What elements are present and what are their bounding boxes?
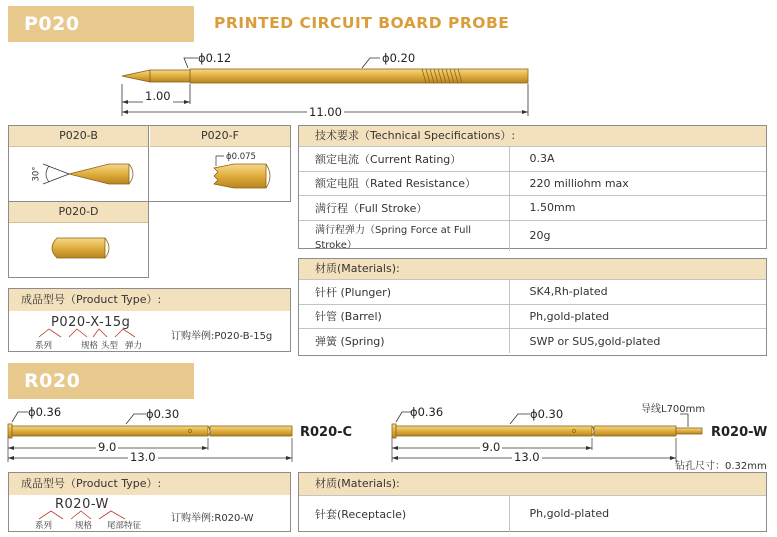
- spec-value: 0.3A: [509, 147, 766, 172]
- p020-order-example: 订购举例:P020-B-15g: [171, 331, 273, 342]
- spec-name: 额定电阻（Rated Resistance）: [299, 171, 509, 196]
- materials-header: 材质(Materials):: [299, 259, 766, 279]
- r020-banner: [8, 363, 194, 399]
- p020-tip-length: 1.00: [145, 89, 171, 103]
- tip-f-label: P020-F: [150, 126, 290, 147]
- material-value: Ph,gold-plated: [509, 496, 766, 532]
- spec-name: 满行程弹力（Spring Force at Full Stroke）: [299, 220, 509, 251]
- table-row: [299, 220, 766, 251]
- r020-product-type: [8, 472, 291, 532]
- r020-banner-label: R020: [24, 370, 81, 392]
- spec-name: 满行程（Full Stroke）: [299, 196, 509, 221]
- material-name: 弹簧 (Spring): [299, 329, 509, 354]
- p020-product-header: 成品型号（Product Type）:: [9, 289, 290, 311]
- r020-c-d1: ϕ0.36: [28, 405, 62, 419]
- r020-w-d1: ϕ0.36: [410, 405, 444, 419]
- r020-w-len1: 9.0: [482, 440, 501, 454]
- r020-w-hole: 钻孔尺寸：0.32mm: [675, 461, 767, 472]
- materials-table: [298, 258, 767, 356]
- p020-part-spec: 规格: [81, 341, 99, 351]
- p020-product-type: [8, 288, 291, 352]
- page-title: PRINTED CIRCUIT BOARD PROBE: [214, 14, 510, 32]
- r020-c-d2: ϕ0.30: [146, 407, 180, 421]
- material-value: SWP or SUS,gold-plated: [509, 329, 766, 354]
- material-name: 针套(Receptacle): [299, 496, 509, 532]
- p020-part-head: 头型: [101, 341, 119, 351]
- p020-part-series: 系列: [35, 341, 53, 351]
- r020-w-wire: 导线L700mm: [641, 404, 706, 415]
- table-row: [299, 329, 766, 354]
- r020-c-len1: 9.0: [98, 440, 117, 454]
- table-row: [299, 280, 766, 305]
- material-name: 针管 (Barrel): [299, 304, 509, 329]
- p020-tip: [122, 70, 150, 82]
- r020-part-tail: 尾部特征: [107, 521, 142, 531]
- material-name: 针杆 (Plunger): [299, 280, 509, 305]
- table-row: [299, 304, 766, 329]
- r020-w-d2: ϕ0.30: [530, 407, 564, 421]
- tip-d-label: P020-D: [9, 202, 148, 223]
- r020-product-header: 成品型号（Product Type）:: [9, 473, 290, 495]
- tip-b-drawing: [29, 152, 139, 196]
- table-row: [299, 496, 766, 532]
- r020-part-spec: 规格: [75, 521, 93, 531]
- r020-materials-header: 材质(Materials):: [299, 473, 766, 495]
- r020-product-code: R020-W: [55, 497, 109, 512]
- specs-table: [298, 125, 767, 249]
- spec-value: 20g: [509, 220, 766, 251]
- tip-b-angle: 30°: [31, 166, 42, 182]
- material-value: Ph,gold-plated: [509, 304, 766, 329]
- r020-part-series: 系列: [35, 521, 53, 531]
- material-value: SK4,Rh-plated: [509, 280, 766, 305]
- p020-banner: [8, 6, 194, 42]
- p020-plunger: [150, 70, 190, 82]
- p020-tip-diameter: ϕ0.12: [198, 51, 232, 65]
- p020-banner-label: P020: [24, 13, 80, 35]
- tip-cell-f: [150, 126, 290, 201]
- tip-cell-d: [8, 201, 149, 278]
- table-row: [299, 147, 766, 172]
- table-row: [299, 196, 766, 221]
- tip-cell-b: [9, 126, 149, 201]
- p020-body-diameter: ϕ0.20: [382, 51, 416, 65]
- table-row: [299, 171, 766, 196]
- tip-d-drawing: [47, 234, 127, 264]
- spec-name: 额定电流（Current Rating）: [299, 147, 509, 172]
- r020-materials-table: [298, 472, 767, 532]
- r020-order-example: 订购举例:R020-W: [171, 513, 254, 524]
- tip-f-dim: ϕ0.075: [226, 152, 256, 162]
- p020-part-force: 弹力: [125, 341, 143, 351]
- r020-w-len2: 13.0: [514, 450, 540, 464]
- p020-product-code: P020-X-15g: [51, 315, 131, 330]
- tip-b-label: P020-B: [9, 126, 148, 147]
- p020-total-length: 11.00: [309, 105, 342, 119]
- spec-value: 220 milliohm max: [509, 171, 766, 196]
- p020-barrel: [190, 69, 528, 83]
- r020-c-label: R020-C: [300, 425, 353, 440]
- r020-w-label: R020-W: [711, 425, 768, 440]
- specs-header: 技术要求（Technical Specifications）:: [299, 126, 766, 146]
- spec-value: 1.50mm: [509, 196, 766, 221]
- r020-c-len2: 13.0: [130, 450, 156, 464]
- tip-table-top: [8, 125, 291, 202]
